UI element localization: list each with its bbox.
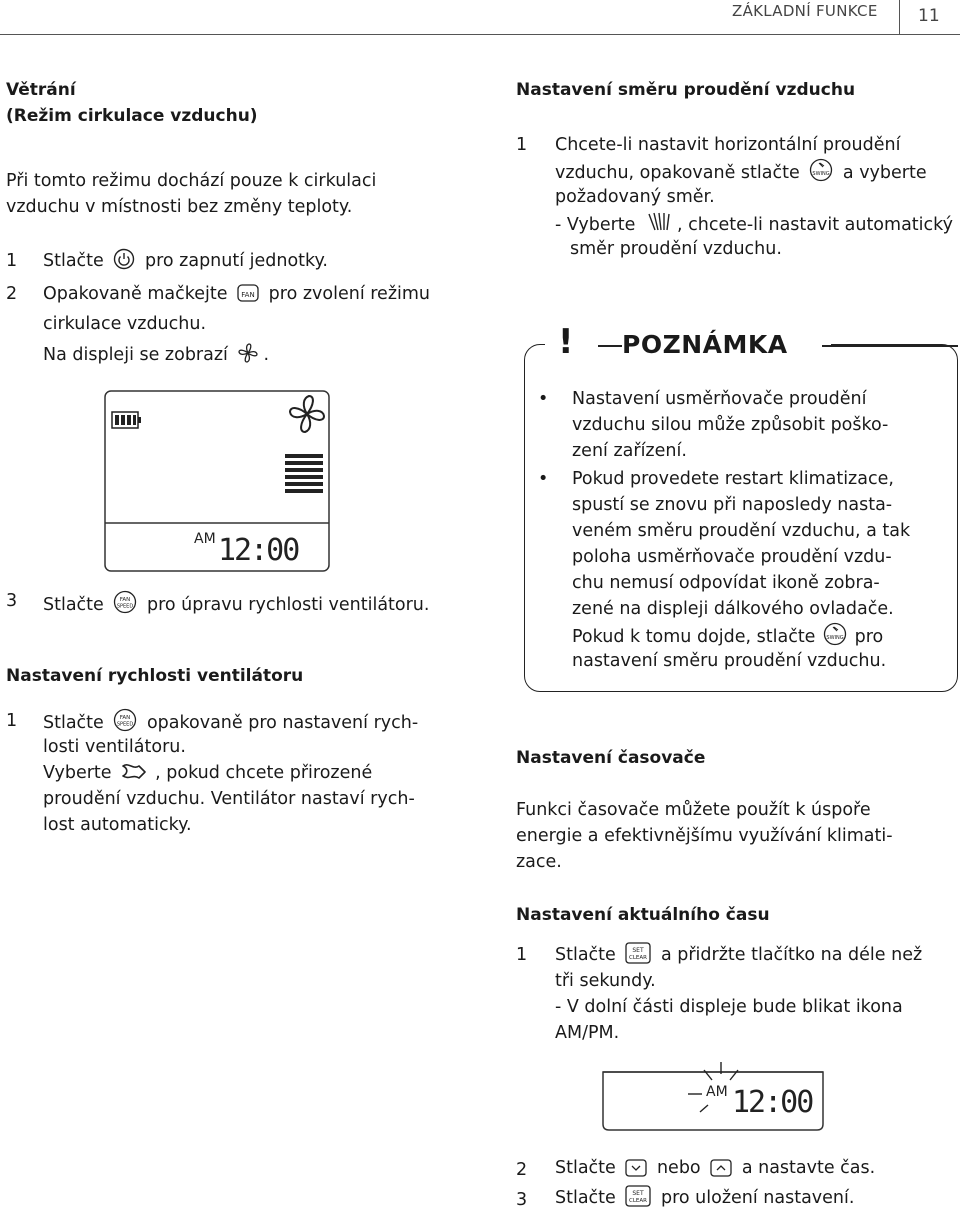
airflow-step-1-line5: směr proudění vzduchu. (570, 239, 782, 259)
svg-text:SET: SET (632, 947, 645, 954)
airflow-step-1-line2: vzduchu, opakovaně stlačte SWING a vyberte (555, 158, 927, 186)
ventilation-subheading: (Režim cirkulace vzduchu) (6, 106, 258, 126)
step-number: 1 (516, 945, 528, 965)
natural-wind-icon (121, 760, 151, 782)
fan-speed-button-icon (113, 590, 137, 614)
note-bullet-1-line1: Nastavení usměrňovače proudění (572, 389, 867, 409)
note-title: POZNÁMKA (622, 330, 788, 359)
section-title: ZÁKLADNÍ FUNKCE (732, 2, 878, 20)
note-bullet-2-line7: Pokud k tomu dojde, stlačte SWING pro (572, 622, 883, 650)
clock-display-illustration (602, 1060, 824, 1132)
ventilation-intro-line1: Při tomto režimu dochází pouze k cirkulaci (6, 171, 377, 191)
step-number: 3 (6, 591, 18, 611)
fan-mode-button-icon (237, 283, 259, 303)
set-clear-button-icon (625, 1185, 651, 1207)
step-3-text: Stlačte FAN SPEED pro úpravu rychlosti ventilátoru. (43, 590, 429, 618)
clock-step-1-line3: - V dolní části displeje bude blikat ikona (555, 997, 903, 1017)
timer-intro-line1: Funkci časovače můžete použít k úspoře (516, 800, 871, 820)
step-number: 1 (6, 711, 18, 731)
svg-text:CLEAR: CLEAR (629, 1198, 648, 1204)
note-bullet-2-line2: spustí se znovu při naposledy nasta- (572, 495, 893, 515)
timer-intro-line3: zace. (516, 852, 562, 872)
up-button-icon (710, 1159, 732, 1177)
swing-button-icon (823, 622, 847, 646)
fan-speed-step-1-line5: lost automaticky. (43, 815, 192, 835)
step-1-text: Stlačte pro zapnutí jednotky. (43, 248, 328, 274)
bullet-dot: • (538, 469, 549, 489)
fan-speed-heading: Nastavení rychlosti ventilátoru (6, 666, 304, 686)
step-number: 3 (516, 1190, 528, 1210)
swing-button-icon (809, 158, 833, 182)
airflow-step-1-line1: Chcete-li nastavit horizontální proudění (555, 135, 901, 155)
fan-speed-step-1-line3: Vyberte , pokud chcete přirozené (43, 760, 372, 786)
clock-display-time: 12:00 (732, 1085, 813, 1120)
note-bullet-2-line3: veném směru proudění vzduchu, a tak (572, 521, 911, 541)
fan-speed-button-icon (113, 708, 137, 732)
svg-text:CLEAR: CLEAR (629, 955, 648, 961)
note-bullet-1-line2: vzduchu silou může způsobit poško- (572, 415, 889, 435)
svg-text:SWING: SWING (826, 635, 844, 641)
fan-button-label: FAN (241, 291, 255, 299)
fan-speed-step-1: Stlačte FAN SPEED opakovaně pro nastavení rych- (43, 708, 418, 736)
step-number: 2 (6, 284, 18, 304)
clock-step-1-line4: AM/PM. (555, 1023, 620, 1043)
power-icon (113, 248, 135, 270)
note-bullet-2-line4: poloha usměrňovače proudění vzdu- (572, 547, 892, 567)
clock-step-1-line2: tři sekundy. (555, 971, 656, 991)
current-time-heading: Nastavení aktuálního času (516, 905, 770, 925)
ventilation-intro-line2: vzduchu v místnosti bez změny teploty. (6, 197, 353, 217)
remote-display-illustration (104, 390, 330, 572)
svg-text:SPEED: SPEED (117, 721, 134, 728)
airflow-step-1-line4: - Vyberte , chcete-li nastavit automatický (555, 210, 953, 238)
step-number: 2 (516, 1160, 528, 1180)
svg-text:SPEED: SPEED (117, 603, 134, 610)
fan-mode-icon (237, 342, 259, 364)
step-2-line3: Na displeji se zobrazí . (43, 342, 269, 368)
step-2-text: Opakovaně mačkejte FAN pro zvolení režimu (43, 284, 431, 304)
display-ampm: AM (194, 531, 216, 547)
step-number: 1 (516, 135, 528, 155)
step-2-line2: cirkulace vzduchu. (43, 314, 207, 334)
note-bullet-2-line5: chu nemusí odpovídat ikoně zobra- (572, 573, 880, 593)
timer-heading: Nastavení časovače (516, 748, 706, 768)
page-number: 11 (918, 6, 940, 26)
clock-step-3: Stlačte SET CLEAR pro uložení nastavení. (555, 1185, 854, 1211)
svg-text:SWING: SWING (812, 171, 830, 177)
note-bullet-2-line8: nastavení směru proudění vzduchu. (572, 651, 887, 671)
clock-step-2: Stlačte nebo a nastavte čas. (555, 1158, 876, 1178)
airflow-step-1-line3: požadovaný směr. (555, 187, 715, 207)
header-separator (899, 0, 900, 34)
note-bullet-2-line6: zené na displeji dálkového ovladače. (572, 599, 894, 619)
fan-speed-step-1-line2: losti ventilátoru. (43, 737, 186, 757)
svg-text:FAN: FAN (120, 597, 131, 603)
header-rule (0, 34, 960, 35)
display-time: 12:00 (218, 533, 299, 568)
airflow-direction-heading: Nastavení směru proudění vzduchu (516, 80, 856, 100)
set-clear-button-icon (625, 942, 651, 964)
warning-icon: ! (558, 322, 574, 362)
fan-speed-step-1-line4: proudění vzduchu. Ventilátor nastaví rych- (43, 789, 415, 809)
clock-display-ampm: AM (706, 1084, 728, 1100)
down-button-icon (625, 1159, 647, 1177)
note-bullet-1-line3: zení zařízení. (572, 441, 687, 461)
bullet-dot: • (538, 389, 549, 409)
timer-intro-line2: energie a efektivnějšímu využívání klimati- (516, 826, 893, 846)
svg-text:FAN: FAN (120, 715, 131, 721)
ventilation-heading: Větrání (6, 80, 76, 100)
step-number: 1 (6, 251, 18, 271)
auto-swing-icon (645, 210, 673, 234)
note-bullet-2-line1: Pokud provedete restart klimatizace, (572, 469, 894, 489)
svg-text:SET: SET (632, 1190, 645, 1197)
clock-step-1-line1: Stlačte SET CLEAR a přidržte tlačítko na déle než (555, 942, 922, 968)
